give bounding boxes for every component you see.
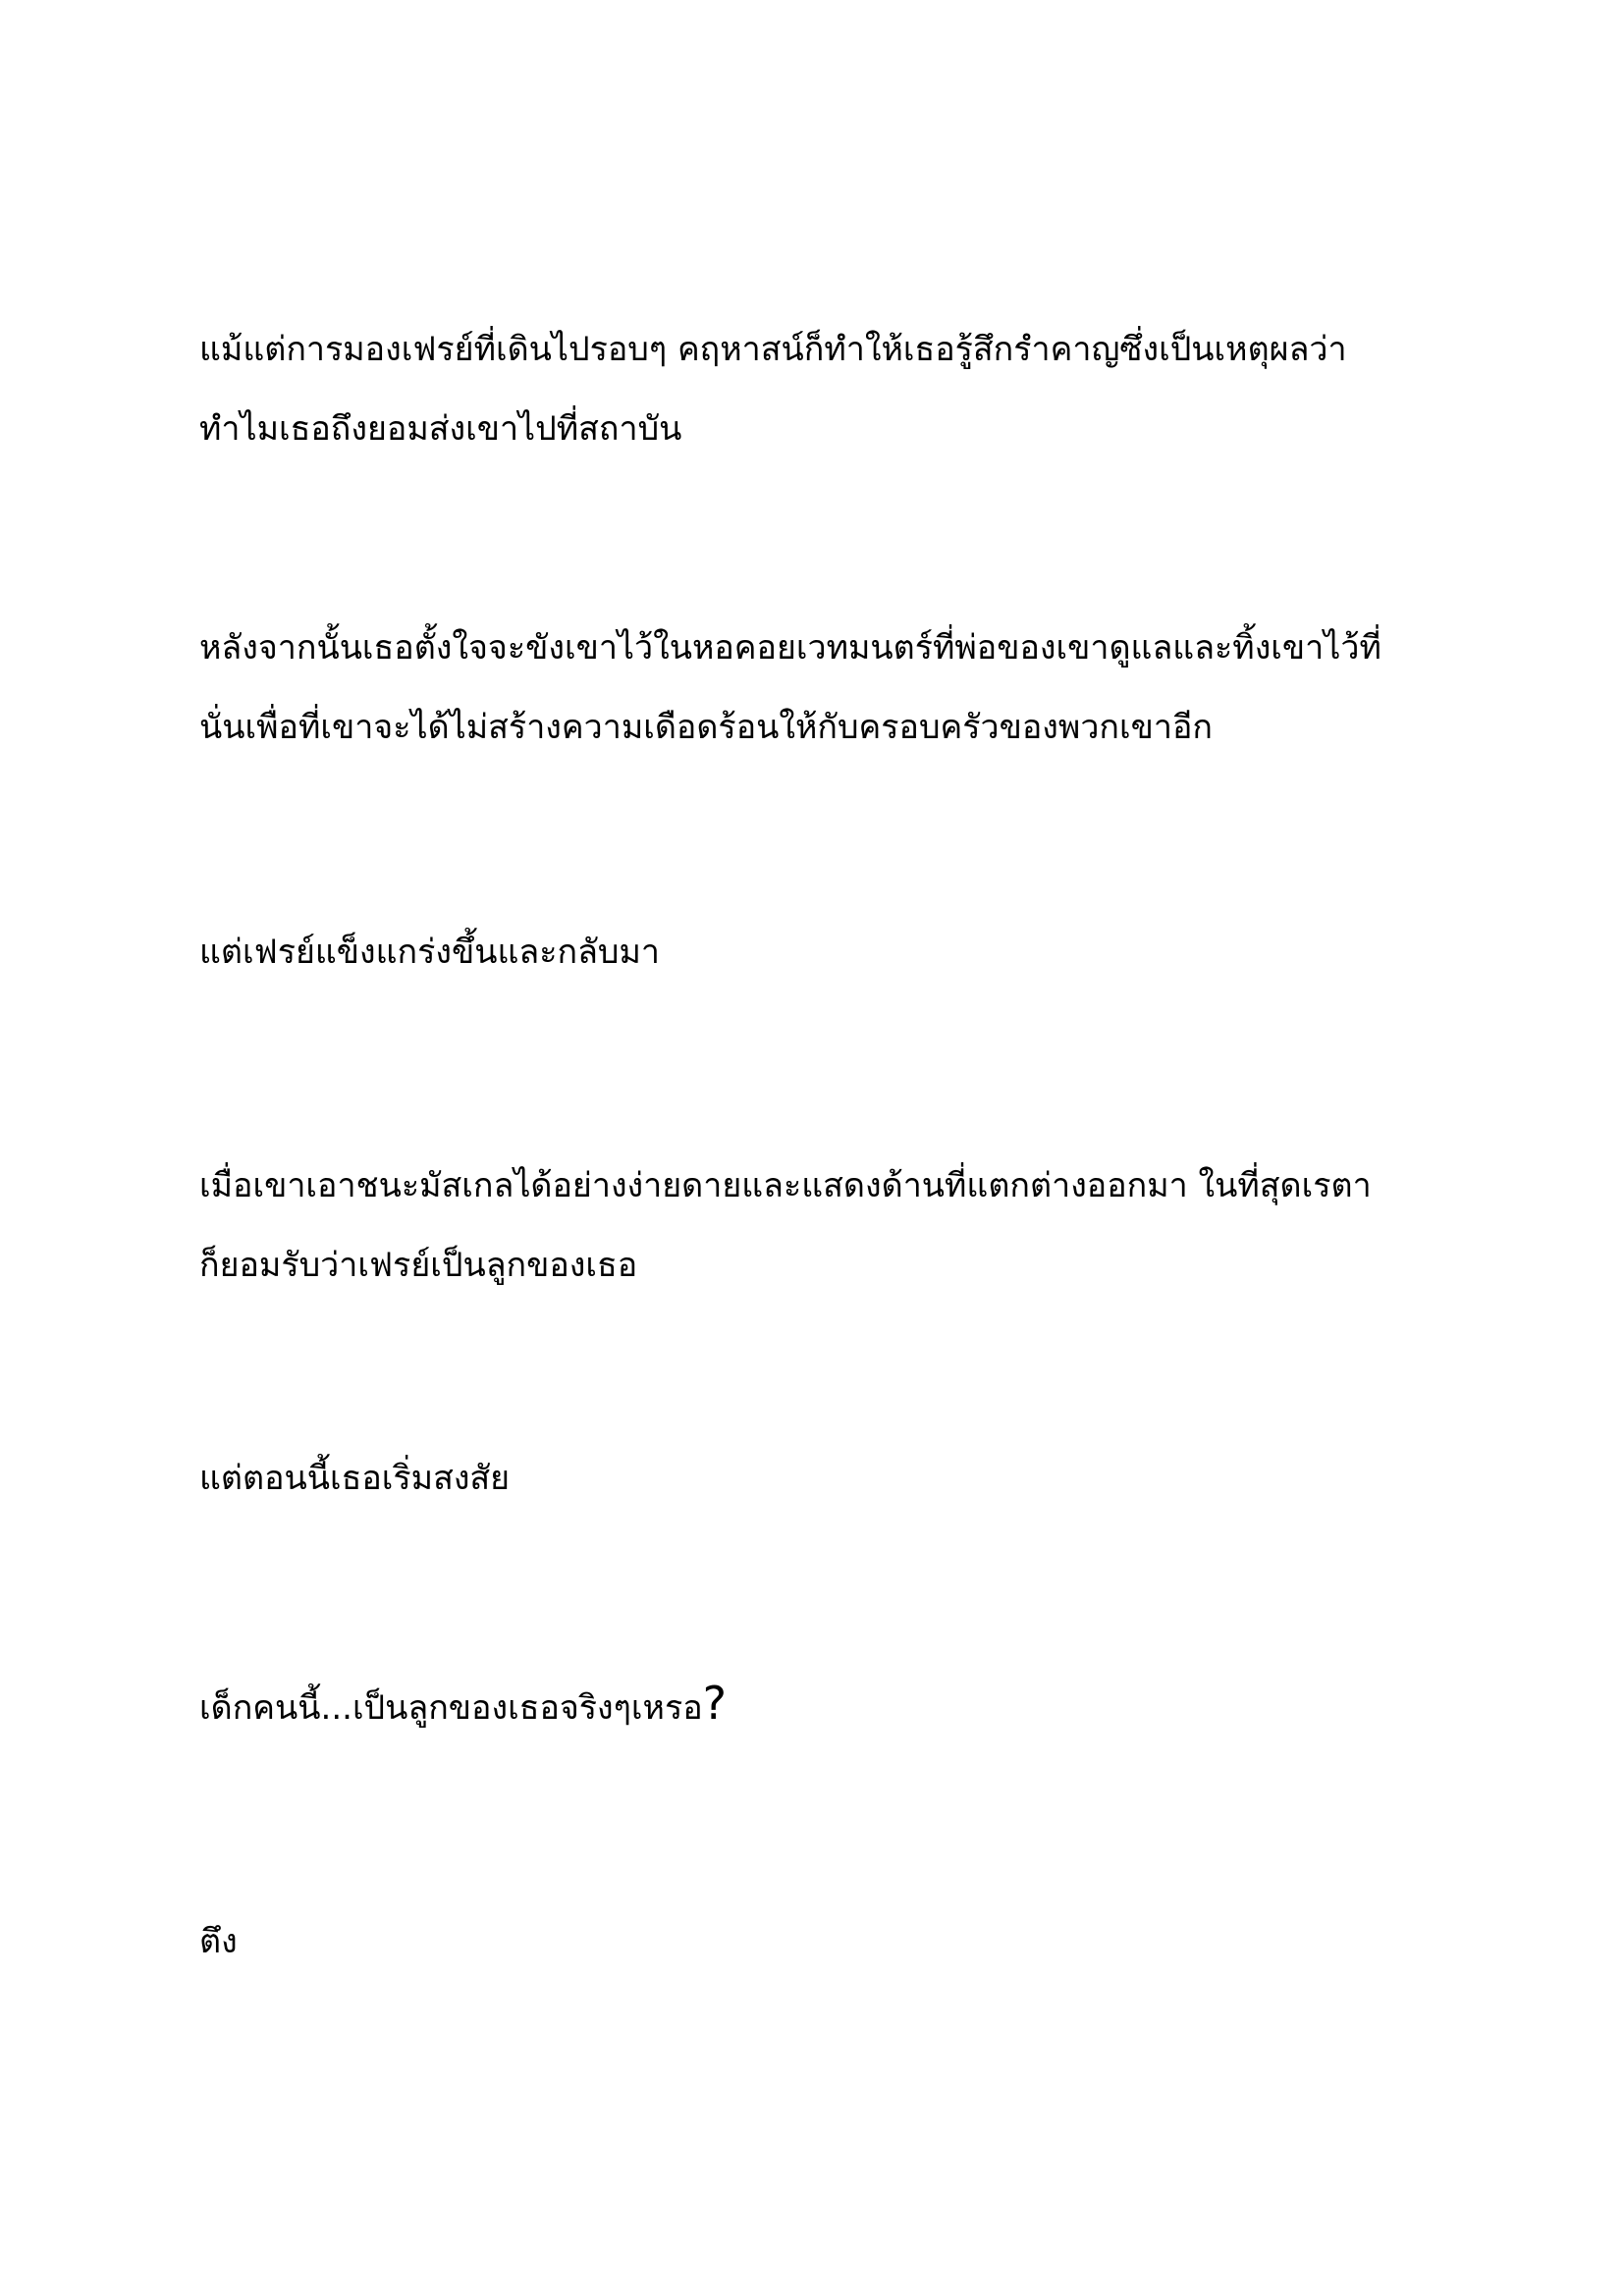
paragraph-line: ทำไมเธอถึงยอมส่งเขาไปที่สถาบัน — [199, 409, 682, 449]
question-mark: ? — [702, 1677, 728, 1730]
paragraph-line: แม้แต่การมองเฟรย์ที่เดินไปรอบๆ คฤหาสน์ก็ทำให้เธอรู้สึกรำคาญซึ่งเป็นเหตุผลว่า — [199, 330, 1347, 369]
paragraph-1 — [199, 310, 1436, 469]
paragraph-3 — [199, 913, 1436, 992]
paragraph-line-text: เด็กคนนี้...เป็นลูกของเธอจริงๆเหรอ — [199, 1688, 703, 1728]
paragraph-4 — [199, 1147, 1436, 1306]
paragraph-line: หลังจากนั้นเธอตั้งใจจะขังเขาไว้ในหอคอยเวทมนตร์ที่พ่อของเขาดูแลและทิ้งเขาไว้ที่ — [199, 628, 1381, 667]
paragraph-line: ตึง — [199, 1922, 238, 1961]
paragraph-6 — [199, 1669, 1436, 1748]
paragraph-line: แต่เฟรย์แข็งแกร่งขึ้นและกลับมา — [199, 933, 660, 972]
paragraph-line: เมื่อเขาเอาชนะมัสเกลได้อย่างง่ายดายและแสดงด้านที่แตกต่างออกมา ในที่สุดเรตา — [199, 1166, 1372, 1205]
paragraph-line: แต่ตอนนี้เธอเริ่มสงสัย — [199, 1459, 511, 1498]
paragraph-2 — [199, 609, 1436, 768]
paragraph-line: นั่นเพื่อที่เขาจะได้ไม่สร้างความเดือดร้อนให้กับครอบครัวของพวกเขาอีก — [199, 708, 1213, 747]
paragraph-7 — [199, 1902, 1436, 1982]
paragraph-line — [199, 1669, 1436, 1748]
paragraph-5 — [199, 1439, 1436, 1519]
paragraph-line: ก็ยอมรับว่าเฟรย์เป็นลูกของเธอ — [199, 1246, 638, 1285]
